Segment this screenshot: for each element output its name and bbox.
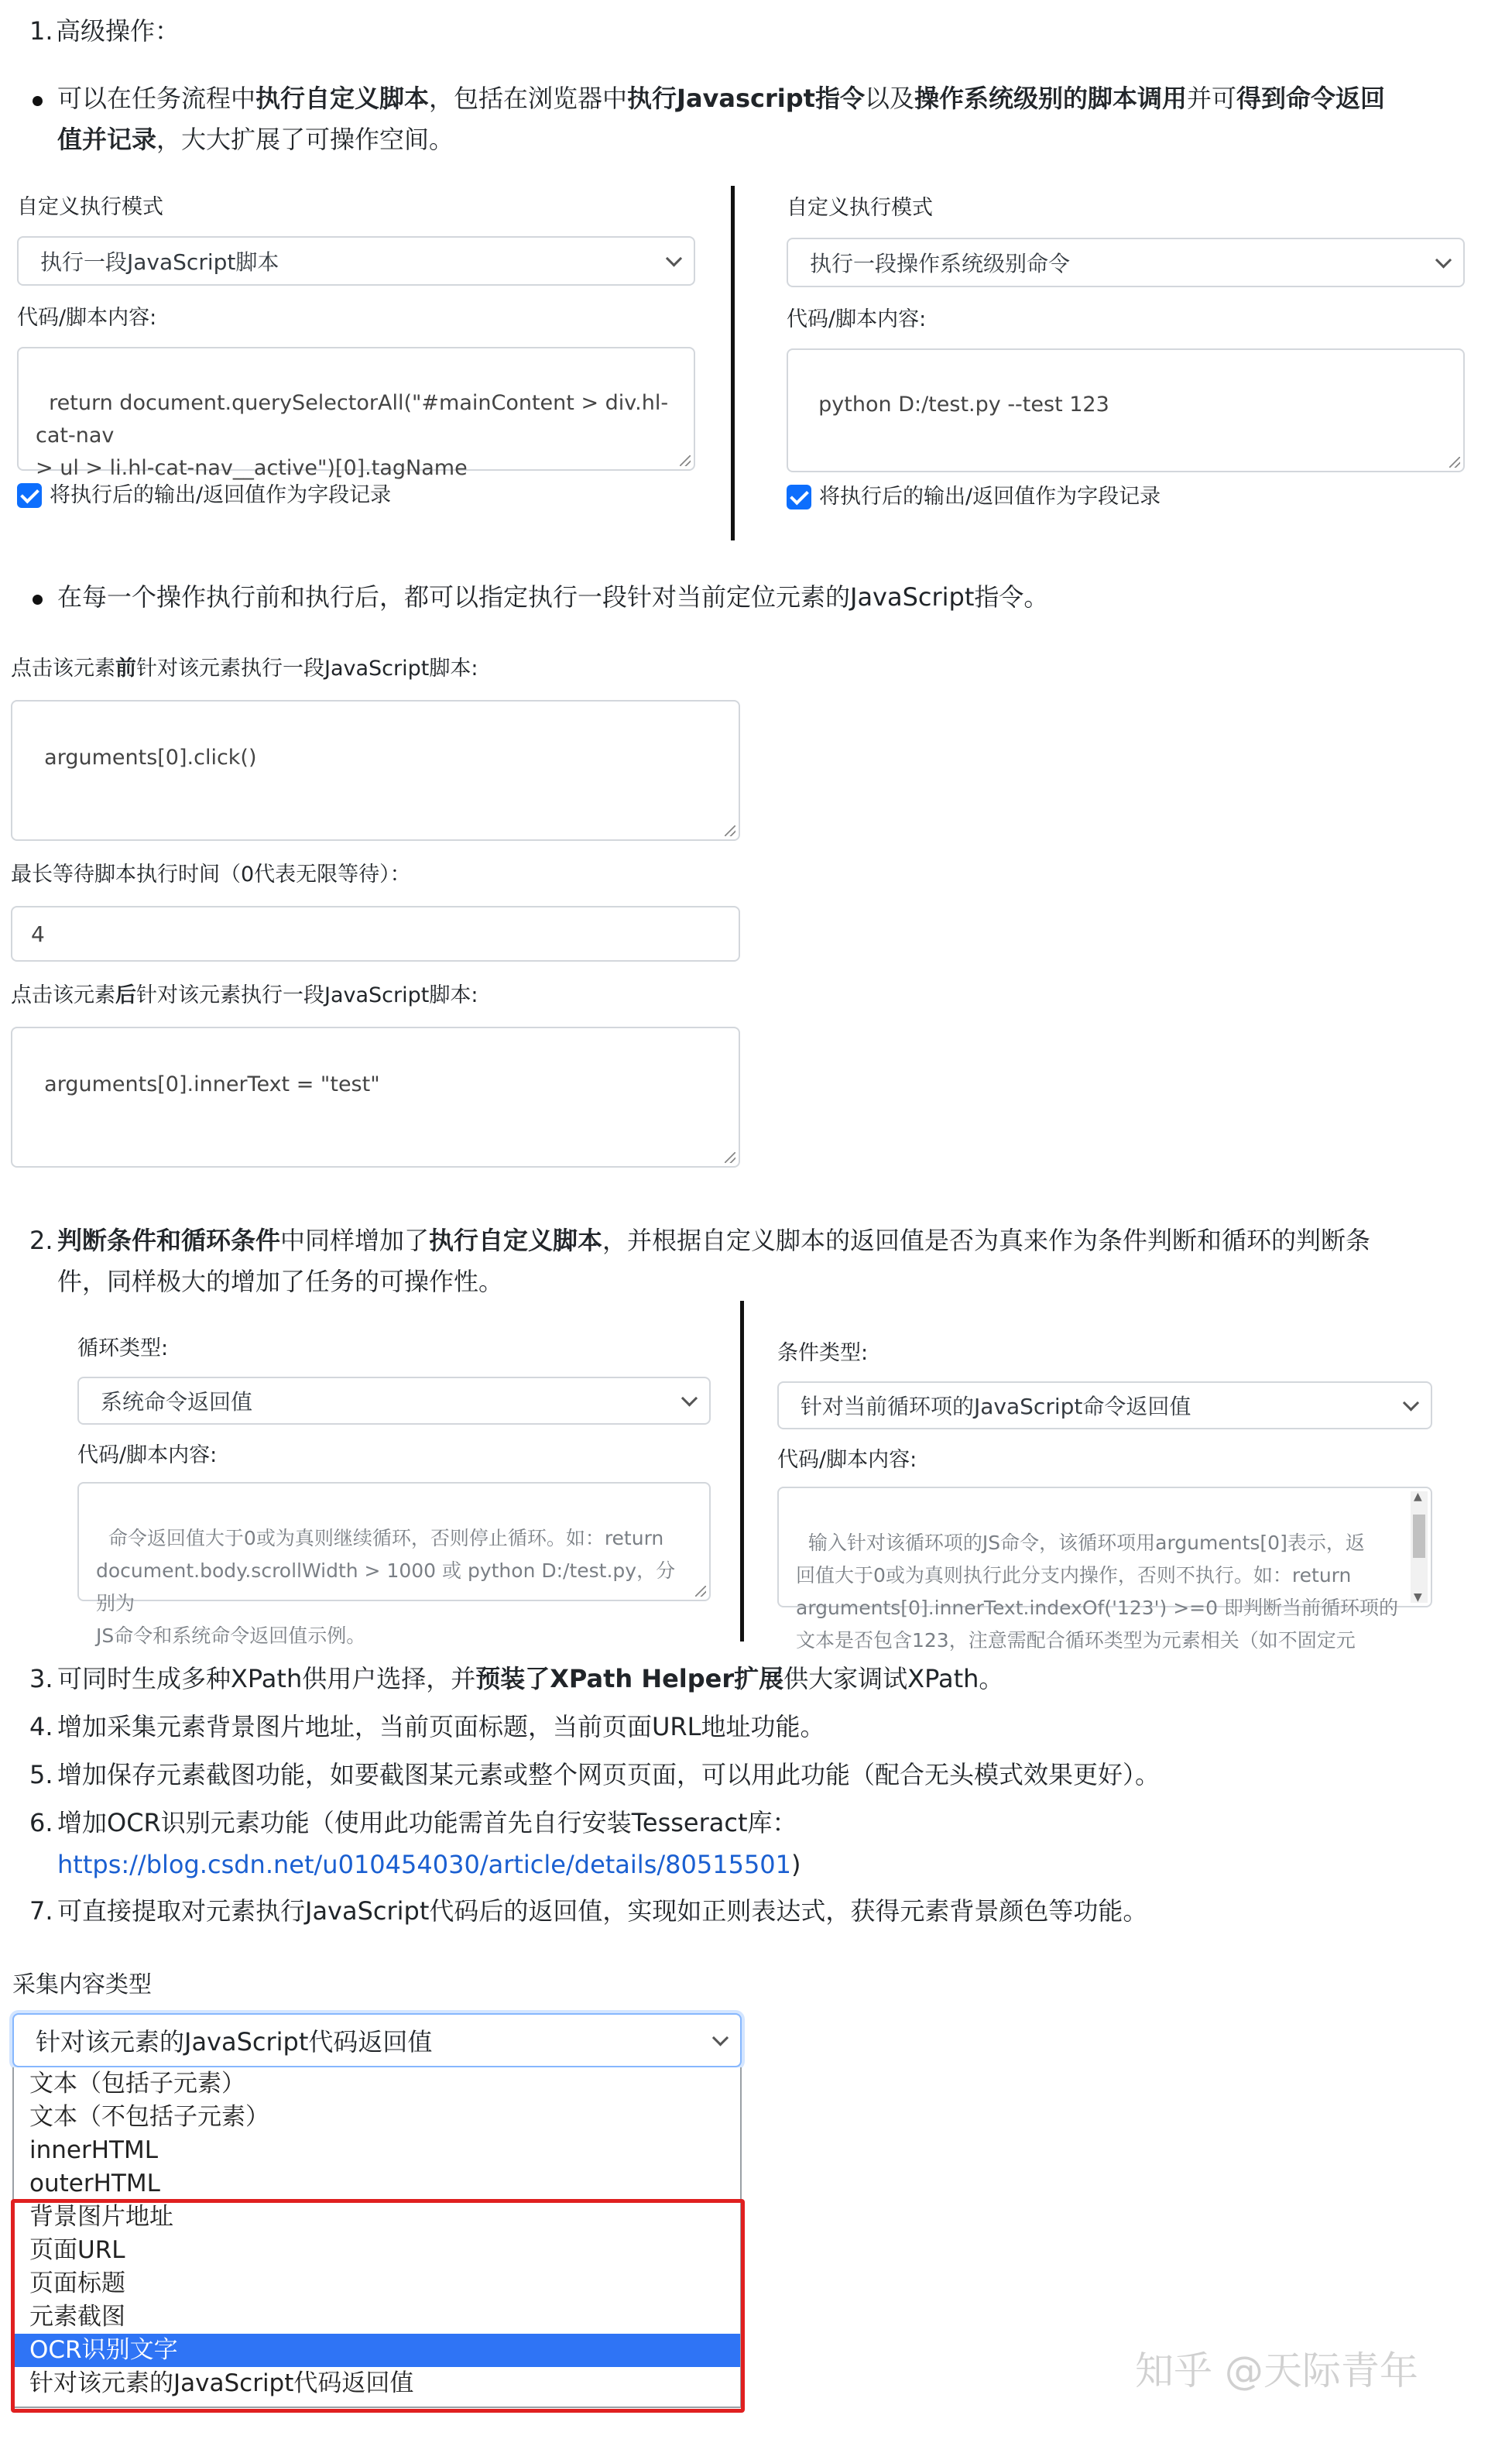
- item-4-text: 增加采集元素背景图片地址，当前页面标题，当前页面URL地址功能。: [57, 1712, 825, 1741]
- bullet-2: [33, 595, 43, 605]
- js-record-checkbox[interactable]: [17, 483, 42, 508]
- collect-option[interactable]: innerHTML: [29, 2136, 158, 2164]
- item-3-text: 可同时生成多种XPath供用户选择，并预装了XPath Helper扩展供大家调试XPath。: [57, 1664, 1004, 1693]
- item-2-line-2: 件，同样极大的增加了任务的可操作性。: [57, 1267, 504, 1296]
- wait-time-label: 最长等待脚本执行时间（0代表无限等待）：: [11, 863, 411, 887]
- os-code-label: 代码/脚本内容:: [787, 307, 927, 331]
- list-number-4: 4.: [29, 1712, 53, 1741]
- loop-code-textarea[interactable]: [77, 1482, 711, 1647]
- tesseract-link[interactable]: https://blog.csdn.net/u010454030/article/details/80515501: [57, 1850, 792, 1879]
- scroll-up-icon[interactable]: ▲: [1414, 1491, 1422, 1503]
- collect-option[interactable]: 文本（包括子元素）: [29, 2070, 245, 2098]
- collect-option[interactable]: 文本（不包括子元素）: [29, 2103, 269, 2131]
- cond-code-placeholder: 输入针对该循环项的JS命令，该循环项用arguments[0]表示，返 回值大于0或为真则执行此分支内操作，否则不执行。如：return arguments[0].innerText.indexOf('123') >=0 即判断当前循环项的 文本是否包含123，注意需配合循环类型为元素相关（如不固定元: [796, 1532, 1398, 1652]
- loop-type-value: 系统命令返回值: [101, 1389, 253, 1415]
- after-script-textarea[interactable]: [11, 1027, 740, 1168]
- item-6-text: 增加OCR识别元素功能（使用此功能需首先自行安装Tesseract库：: [57, 1808, 797, 1837]
- resize-handle-icon[interactable]: [695, 1586, 706, 1597]
- os-record-checkbox[interactable]: [787, 485, 811, 509]
- cond-code-textarea[interactable]: [777, 1487, 1432, 1652]
- loop-type-select[interactable]: [77, 1377, 711, 1425]
- item-2-line-1: 判断条件和循环条件中同样增加了执行自定义脚本，并根据自定义脚本的返回值是否为真来作为条件判断和循环的判断条: [57, 1226, 1371, 1255]
- cond-type-value: 针对当前循环项的JavaScript命令返回值: [801, 1394, 1191, 1419]
- scrollbar[interactable]: [1411, 1491, 1428, 1603]
- cond-code-label: 代码/脚本内容:: [777, 1448, 917, 1472]
- js-mode-label: 自定义执行模式: [17, 195, 163, 219]
- chevron-down-icon: [712, 2029, 729, 2046]
- resize-handle-icon[interactable]: [725, 1152, 735, 1163]
- collect-type-select[interactable]: [12, 2013, 742, 2067]
- scroll-down-icon[interactable]: ▼: [1414, 1591, 1422, 1604]
- after-script-label: 点击该元素后针对该元素执行一段JavaScript脚本:: [11, 983, 478, 1007]
- os-record-label: 将执行后的输出/返回值作为字段记录: [819, 485, 1161, 509]
- item-5-text: 增加保存元素截图功能，如要截图某元素或整个网页页面，可以用此功能（配合无头模式效果更好）。: [57, 1760, 1161, 1789]
- item-6-link-line: https://blog.csdn.net/u010454030/article/details/80515501): [57, 1850, 801, 1879]
- loop-code-placeholder: 命令返回值大于0或为真则继续循环，否则停止循环。如：return document.body.scrollWidth > 1000 或 python D:/test.py，分别为 JS命令和系统命令返回值示例。: [96, 1527, 676, 1647]
- panel-divider-2: [740, 1301, 744, 1642]
- list-number-6: 6.: [29, 1808, 53, 1837]
- bullet-1-line-1: 可以在任务流程中执行自定义脚本，包括在浏览器中执行Javascript指令以及操作系统级别的脚本调用并可得到命令返回: [57, 84, 1386, 113]
- collect-option[interactable]: 页面URL: [29, 2236, 125, 2264]
- panel-divider-1: [731, 186, 735, 540]
- before-script-label: 点击该元素前针对该元素执行一段JavaScript脚本:: [11, 657, 478, 681]
- os-mode-value: 执行一段操作系统级别命令: [810, 251, 1071, 276]
- loop-type-label: 循环类型:: [77, 1336, 169, 1360]
- collect-type-label: 采集内容类型: [12, 1971, 152, 1998]
- collect-option[interactable]: outerHTML: [29, 2170, 160, 2197]
- bullet-2-text: 在每一个操作执行前和执行后，都可以指定执行一段针对当前定位元素的JavaScript指令。: [57, 582, 1049, 612]
- os-code-value: python D:/test.py --test 123: [818, 393, 1109, 417]
- os-mode-label: 自定义执行模式: [787, 196, 933, 220]
- item-7-text: 可直接提取对元素执行JavaScript代码后的返回值，实现如正则表达式，获得元素背景颜色等功能。: [57, 1896, 1148, 1926]
- collect-option[interactable]: 针对该元素的JavaScript代码返回值: [29, 2369, 414, 2397]
- scrollbar-thumb[interactable]: [1413, 1515, 1425, 1558]
- item-1-title: 高级操作：: [56, 16, 180, 46]
- list-number-1: 1.: [29, 16, 53, 46]
- highlight-box: [11, 2199, 745, 2413]
- chevron-down-icon: [666, 250, 682, 266]
- after-script-value: arguments[0].innerText = "test": [44, 1072, 380, 1096]
- cond-type-label: 条件类型:: [777, 1341, 869, 1365]
- js-record-label: 将执行后的输出/返回值作为字段记录: [50, 483, 392, 507]
- os-code-textarea[interactable]: [787, 348, 1465, 472]
- js-code-label: 代码/脚本内容:: [17, 306, 157, 330]
- loop-code-label: 代码/脚本内容:: [77, 1443, 218, 1467]
- bullet-1: [33, 96, 43, 106]
- js-mode-value: 执行一段JavaScript脚本: [40, 249, 279, 275]
- list-number-7: 7.: [29, 1896, 53, 1926]
- js-code-value: return document.querySelectorAll("#mainContent > div.hl-cat-nav > ul > li.hl-cat-nav__active")[0].tagName: [36, 391, 669, 480]
- chevron-down-icon: [1403, 1395, 1419, 1411]
- chevron-down-icon: [681, 1390, 698, 1406]
- collect-option-selected-text[interactable]: OCR识别文字: [29, 2336, 178, 2364]
- before-script-textarea[interactable]: [11, 700, 740, 841]
- js-code-textarea[interactable]: [17, 347, 695, 480]
- wait-time-value: 4: [31, 921, 45, 947]
- wait-time-input[interactable]: [11, 906, 740, 962]
- os-mode-select[interactable]: [787, 238, 1465, 287]
- collect-option[interactable]: 元素截图: [29, 2303, 125, 2331]
- collect-type-value: 针对该元素的JavaScript代码返回值: [36, 2027, 433, 2057]
- resize-handle-icon[interactable]: [680, 455, 691, 466]
- resize-handle-icon[interactable]: [1449, 457, 1460, 468]
- list-number-3: 3.: [29, 1664, 53, 1693]
- resize-handle-icon[interactable]: [725, 825, 735, 836]
- before-script-value: arguments[0].click(): [44, 746, 257, 770]
- list-number-2: 2.: [29, 1226, 53, 1255]
- chevron-down-icon: [1435, 252, 1452, 268]
- watermark: 知乎 @天际青年: [1135, 2348, 1418, 2393]
- bullet-1-line-2: 值并记录，大大扩展了可操作空间。: [57, 125, 454, 154]
- list-number-5: 5.: [29, 1760, 53, 1789]
- collect-option[interactable]: 背景图片地址: [29, 2203, 173, 2231]
- cond-type-select[interactable]: [777, 1381, 1432, 1429]
- collect-option[interactable]: 页面标题: [29, 2269, 125, 2297]
- js-mode-select[interactable]: [17, 236, 695, 286]
